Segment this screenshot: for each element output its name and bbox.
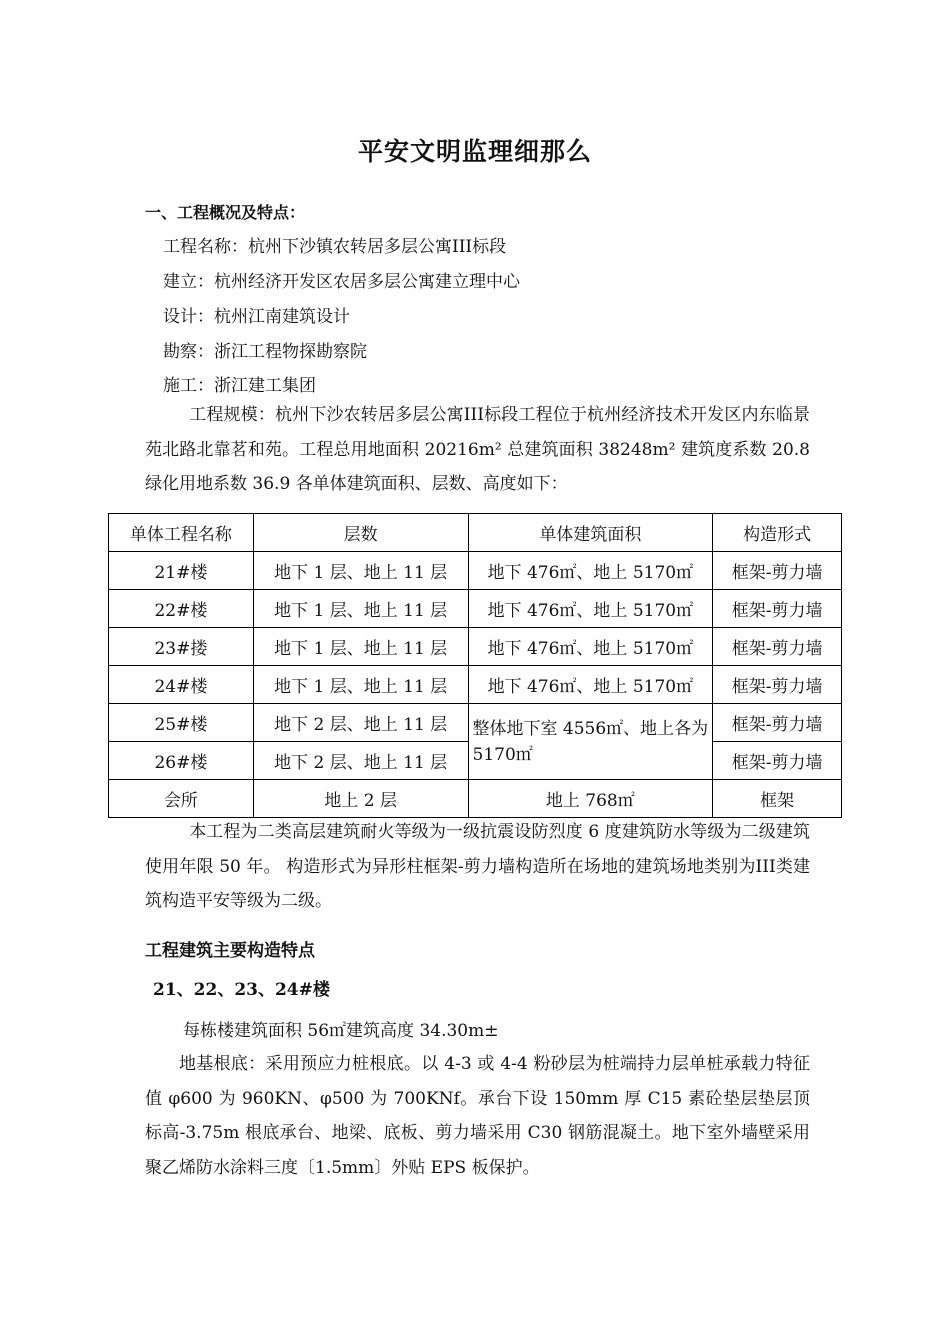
cell-building-name: 24#楼: [109, 666, 254, 704]
table-row: [109, 666, 842, 704]
cell-area-merged: 整体地下室 4556㎡、地上各为 5170㎡: [468, 704, 713, 780]
cell-structure: 框架-剪力墙: [713, 628, 842, 666]
cell-building-name: 会所: [109, 780, 254, 818]
header-floors: 层数: [253, 514, 468, 552]
fire-rating-paragraph: 本工程为二类高层建筑耐火等级为一级抗震设防烈度 6 度建筑防水等级为二级建筑使用年限 50 年。 构造形式为异形柱框架-剪力墙构造所在场地的建筑场地类别为III类建筑构造平安等级为二级。: [145, 822, 810, 911]
header-area: 单体建筑面积: [468, 514, 713, 552]
cell-building-name: 26#楼: [109, 742, 254, 780]
cell-building-name: 23#搂: [109, 628, 254, 666]
cell-area: 地下 476㎡、地上 5170㎡: [468, 628, 713, 666]
section-heading-structure: 工程建筑主要构造特点: [145, 941, 315, 961]
project-name-line: 工程名称：杭州下沙镇农转居多层公寓III标段: [163, 237, 507, 257]
cell-floors: 地下 2 层、地上 11 层: [253, 704, 468, 742]
cell-structure: 框架-剪力墙: [713, 704, 842, 742]
cell-building-name: 22#楼: [109, 590, 254, 628]
page-title: 平安文明监理细那么: [357, 137, 592, 166]
cell-area: 地上 768㎡: [468, 780, 713, 818]
cell-building-name: 25#楼: [109, 704, 254, 742]
foundation-paragraph: 地基根底：采用预应力桩根底。以 4-3 或 4-4 粉砂层为桩端持力层单桩承载力特征值 φ600 为 960KN、φ500 为 700KNf。承台下设 150mm 厚 C15 素砼垫层垫层顶标高-3.75m 根底承台、地梁、底板、剪力墙采用 C30 钢筋混凝土。地下室外墙壁采用聚乙烯防水涂料三度〔1.5mm〕外贴 EPS 板保护。: [145, 1054, 810, 1178]
cell-floors: 地下 1 层、地上 11 层: [253, 590, 468, 628]
cell-structure: 框架: [713, 780, 842, 818]
cell-structure: 框架-剪力墙: [713, 552, 842, 590]
cell-structure: 框架-剪力墙: [713, 666, 842, 704]
cell-area: 地下 476㎡、地上 5170㎡: [468, 590, 713, 628]
table-row: [109, 628, 842, 666]
table-row: [109, 590, 842, 628]
table-row: [109, 780, 842, 818]
table-header-row: [109, 514, 842, 552]
cell-building-name: 21#楼: [109, 552, 254, 590]
cell-area: 地下 476㎡、地上 5170㎡: [468, 666, 713, 704]
cell-floors: 地下 2 层、地上 11 层: [253, 742, 468, 780]
section-heading-overview: 一、工程概况及特点：: [145, 203, 306, 222]
building-area-line: 每栋楼建筑面积 56㎡建筑高度 34.30m±: [183, 1021, 499, 1041]
building-spec-table: [108, 513, 842, 818]
header-building-name: 单体工程名称: [109, 514, 254, 552]
construction-line: 施工：浙江建工集团: [163, 376, 316, 396]
cell-structure: 框架-剪力墙: [713, 590, 842, 628]
cell-floors: 地下 1 层、地上 11 层: [253, 666, 468, 704]
cell-area: 地下 476㎡、地上 5170㎡: [468, 552, 713, 590]
cell-structure: 框架-剪力墙: [713, 742, 842, 780]
design-line: 设计：杭州江南建筑设计: [163, 307, 350, 327]
sub-heading-buildings: 21、22、23、24#楼: [153, 980, 330, 1000]
table-row: [109, 704, 842, 742]
table-row: [109, 552, 842, 590]
cell-floors: 地下 1 层、地上 11 层: [253, 628, 468, 666]
cell-floors: 地上 2 层: [253, 780, 468, 818]
cell-floors: 地下 1 层、地上 11 层: [253, 552, 468, 590]
survey-line: 勘察：浙江工程物探勘察院: [163, 342, 367, 362]
project-scale-paragraph: 工程规模：杭州下沙农转居多层公寓III标段工程位于杭州经济技术开发区内东临景苑北路北靠茗和苑。工程总用地面积 20216m² 总建筑面积 38248m² 建筑度系数 20.8 绿化用地系数 36.9 各单体建筑面积、层数、高度如下：: [145, 405, 810, 494]
header-structure: 构造形式: [713, 514, 842, 552]
builder-line: 建立：杭州经济开发区农居多层公寓建立理中心: [163, 272, 520, 292]
